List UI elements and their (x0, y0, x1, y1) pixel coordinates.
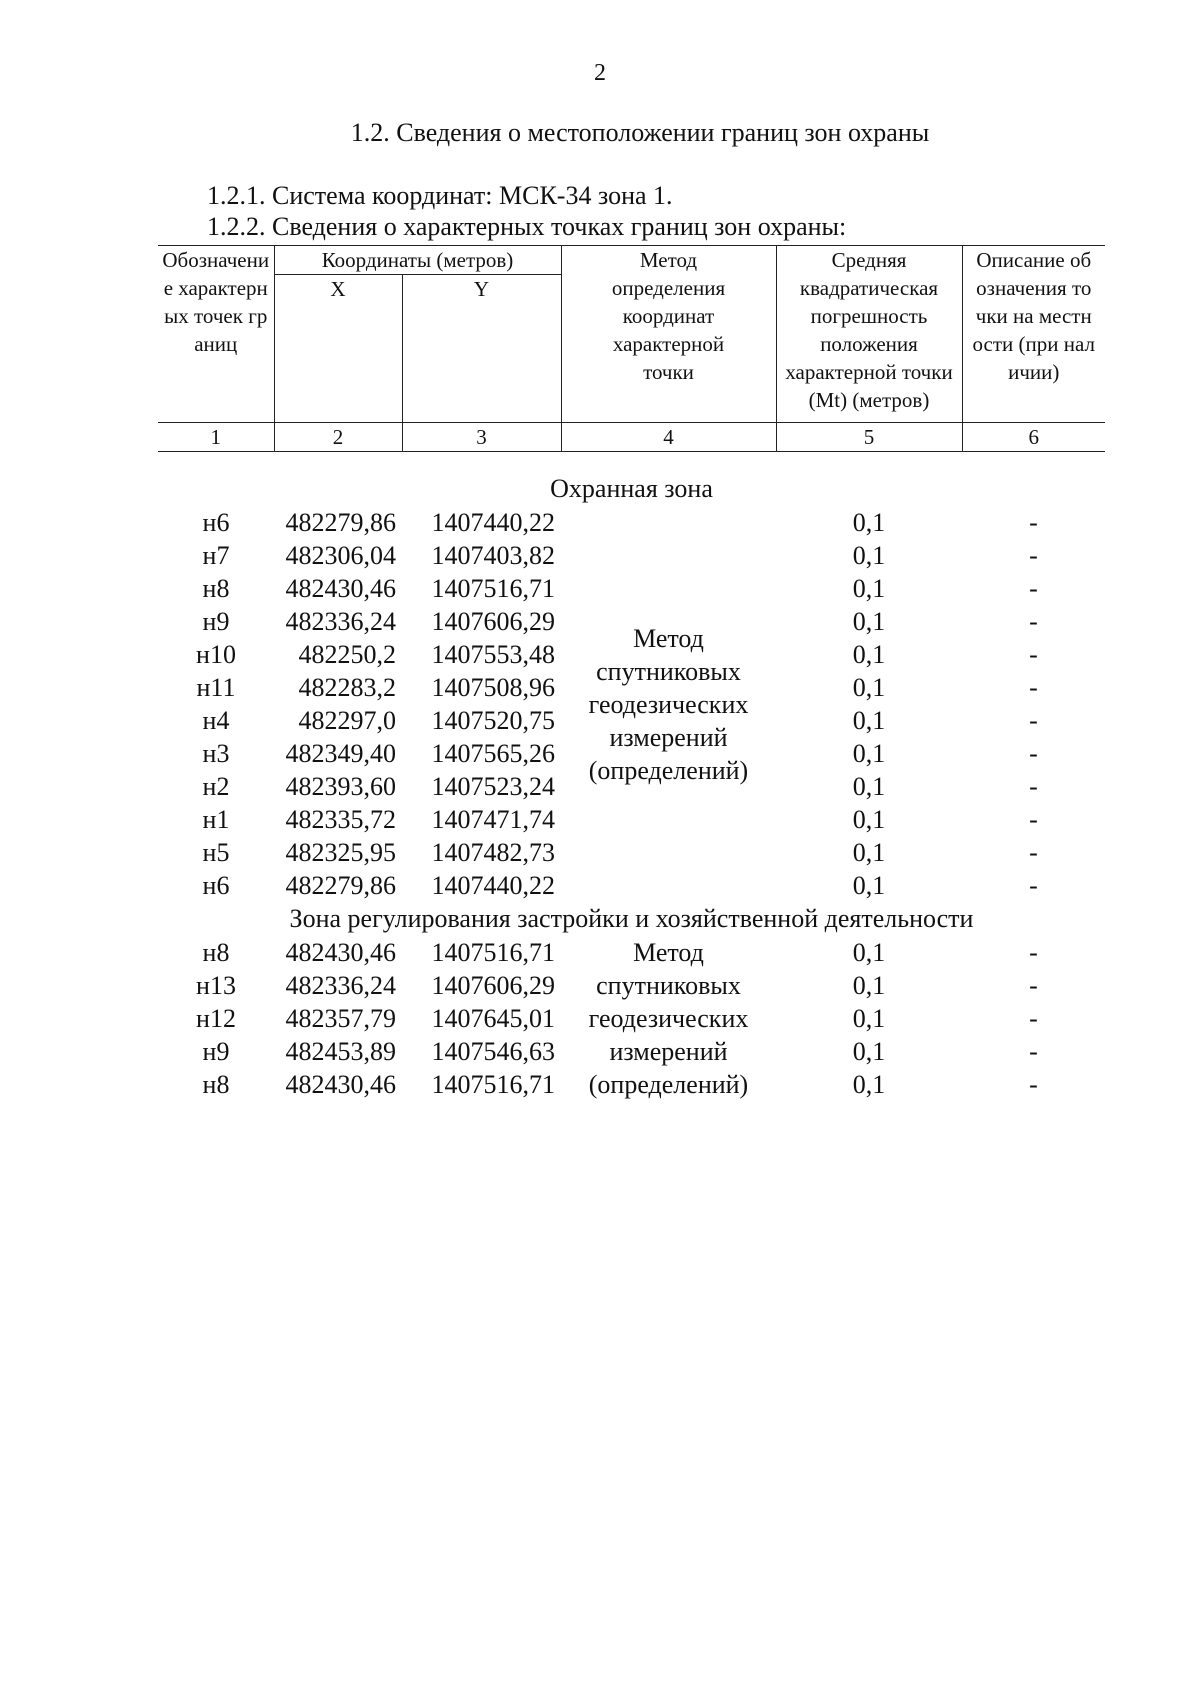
col-num-4: 4 (561, 423, 776, 452)
y-coordinate: 1407482,73 (431, 837, 555, 867)
x-coordinate: 482336,24 (285, 606, 396, 636)
zone1-title: Охранная зона (550, 474, 713, 503)
table-row (158, 936, 1105, 969)
description: - (1029, 573, 1038, 603)
y-coordinate: 1407471,74 (431, 804, 555, 834)
y-coordinate: 1407440,22 (431, 870, 555, 900)
y-coordinate: 1407645,01 (431, 1003, 555, 1033)
error-value: 0,1 (852, 970, 886, 1000)
x-coordinate: 482250,2 (298, 639, 396, 669)
col-num-5: 5 (776, 423, 962, 452)
description: - (1029, 1036, 1038, 1066)
table-row (158, 506, 1105, 539)
points-table (158, 472, 1105, 1101)
y-coordinate: 1407516,71 (431, 1069, 555, 1099)
error-value: 0,1 (852, 1003, 886, 1033)
description: - (1029, 1069, 1038, 1099)
description: - (1029, 639, 1038, 669)
error-value: 0,1 (852, 870, 886, 900)
header-point-designation: Обозначение характерных точек границ (158, 246, 274, 423)
x-coordinate: 482349,40 (285, 738, 396, 768)
description: - (1029, 540, 1038, 570)
y-coordinate: 1407516,71 (431, 937, 555, 967)
x-coordinate: 482297,0 (298, 705, 396, 735)
x-coordinate: 482357,79 (285, 1003, 396, 1033)
error-value: 0,1 (852, 705, 886, 735)
x-coordinate: 482453,89 (285, 1036, 396, 1066)
error-value: 0,1 (852, 1036, 886, 1066)
point-id: н6 (202, 507, 230, 537)
point-id: н3 (202, 738, 230, 768)
error-value: 0,1 (852, 507, 886, 537)
y-coordinate: 1407565,26 (431, 738, 555, 768)
point-id: н4 (202, 705, 230, 735)
point-id: н12 (196, 1003, 236, 1033)
col-num-6: 6 (962, 423, 1105, 452)
x-coordinate: 482393,60 (285, 771, 396, 801)
method-cell: Метод спутниковых геодезических измерений (определений) (588, 623, 749, 785)
y-coordinate: 1407553,48 (431, 639, 555, 669)
error-value: 0,1 (852, 771, 886, 801)
col-num-1: 1 (158, 423, 274, 452)
x-coordinate: 482306,04 (285, 540, 396, 570)
x-coordinate: 482430,46 (285, 573, 396, 603)
point-id: н8 (202, 1069, 230, 1099)
point-id: н8 (202, 573, 230, 603)
description: - (1029, 738, 1038, 768)
description: - (1029, 606, 1038, 636)
y-coordinate: 1407606,29 (431, 970, 555, 1000)
point-id: н2 (202, 771, 230, 801)
y-coordinate: 1407520,75 (431, 705, 555, 735)
point-id: н9 (202, 1036, 230, 1066)
point-id: н7 (202, 540, 230, 570)
error-value: 0,1 (852, 1069, 886, 1099)
point-id: н1 (202, 804, 230, 834)
error-value: 0,1 (852, 672, 886, 702)
header-error (776, 246, 962, 423)
coordinate-system: 1.2.1. Система координат: МСК-34 зона 1. (207, 181, 673, 210)
description: - (1029, 705, 1038, 735)
description: - (1029, 1003, 1038, 1033)
x-coordinate: 482430,46 (285, 937, 396, 967)
description: - (1029, 672, 1038, 702)
points-heading: 1.2.2. Сведения о характерных точках границ зон охраны: (207, 212, 847, 241)
zone2-title: Зона регулирования застройки и хозяйственной деятельности (289, 904, 974, 933)
point-id: н9 (202, 606, 230, 636)
point-id: н5 (202, 837, 230, 867)
header-coordinates: Координаты (метров) (274, 246, 561, 275)
method-cell: Метод спутниковых геодезических измерений (определений) (588, 938, 749, 1099)
point-id: н6 (202, 870, 230, 900)
y-coordinate: 1407440,22 (431, 507, 555, 537)
x-coordinate: 482336,24 (285, 970, 396, 1000)
error-value: 0,1 (852, 837, 886, 867)
description: - (1029, 937, 1038, 967)
description: - (1029, 771, 1038, 801)
y-coordinate: 1407546,63 (431, 1036, 555, 1066)
header-y: Y (402, 275, 561, 423)
x-coordinate: 482430,46 (285, 1069, 396, 1099)
page-number: 2 (594, 60, 606, 86)
x-coordinate: 482279,86 (285, 507, 396, 537)
point-id: н11 (196, 672, 236, 702)
section-title: 1.2. Сведения о местоположении границ зон охраны (350, 118, 930, 147)
error-value: 0,1 (852, 804, 886, 834)
error-value: 0,1 (852, 540, 886, 570)
col-num-3: 3 (402, 423, 561, 452)
header-x: X (274, 275, 402, 423)
description: - (1029, 507, 1038, 537)
point-id: н10 (196, 639, 236, 669)
point-id: н8 (202, 937, 230, 967)
header-error-label: Средняя квадратическая погрешность положения характерной точки (Mt) (метров) (785, 248, 953, 412)
point-id: н13 (196, 970, 236, 1000)
col-num-2: 2 (274, 423, 402, 452)
x-coordinate: 482335,72 (285, 804, 396, 834)
error-value: 0,1 (852, 738, 886, 768)
y-coordinate: 1407606,29 (431, 606, 555, 636)
y-coordinate: 1407508,96 (431, 672, 555, 702)
error-value: 0,1 (852, 639, 886, 669)
y-coordinate: 1407516,71 (431, 573, 555, 603)
table-header (158, 245, 1105, 452)
x-coordinate: 482283,2 (298, 672, 396, 702)
y-coordinate: 1407523,24 (431, 771, 555, 801)
error-value: 0,1 (852, 937, 886, 967)
description: - (1029, 837, 1038, 867)
y-coordinate: 1407403,82 (431, 540, 555, 570)
description: - (1029, 870, 1038, 900)
x-coordinate: 482279,86 (285, 870, 396, 900)
error-value: 0,1 (852, 606, 886, 636)
x-coordinate: 482325,95 (285, 837, 396, 867)
description: - (1029, 804, 1038, 834)
description: - (1029, 970, 1038, 1000)
header-description: Описание обозначения точки на местности (при наличии) (962, 246, 1105, 423)
error-value: 0,1 (852, 573, 886, 603)
header-method: Метод определения координат характерной точки (561, 246, 776, 423)
